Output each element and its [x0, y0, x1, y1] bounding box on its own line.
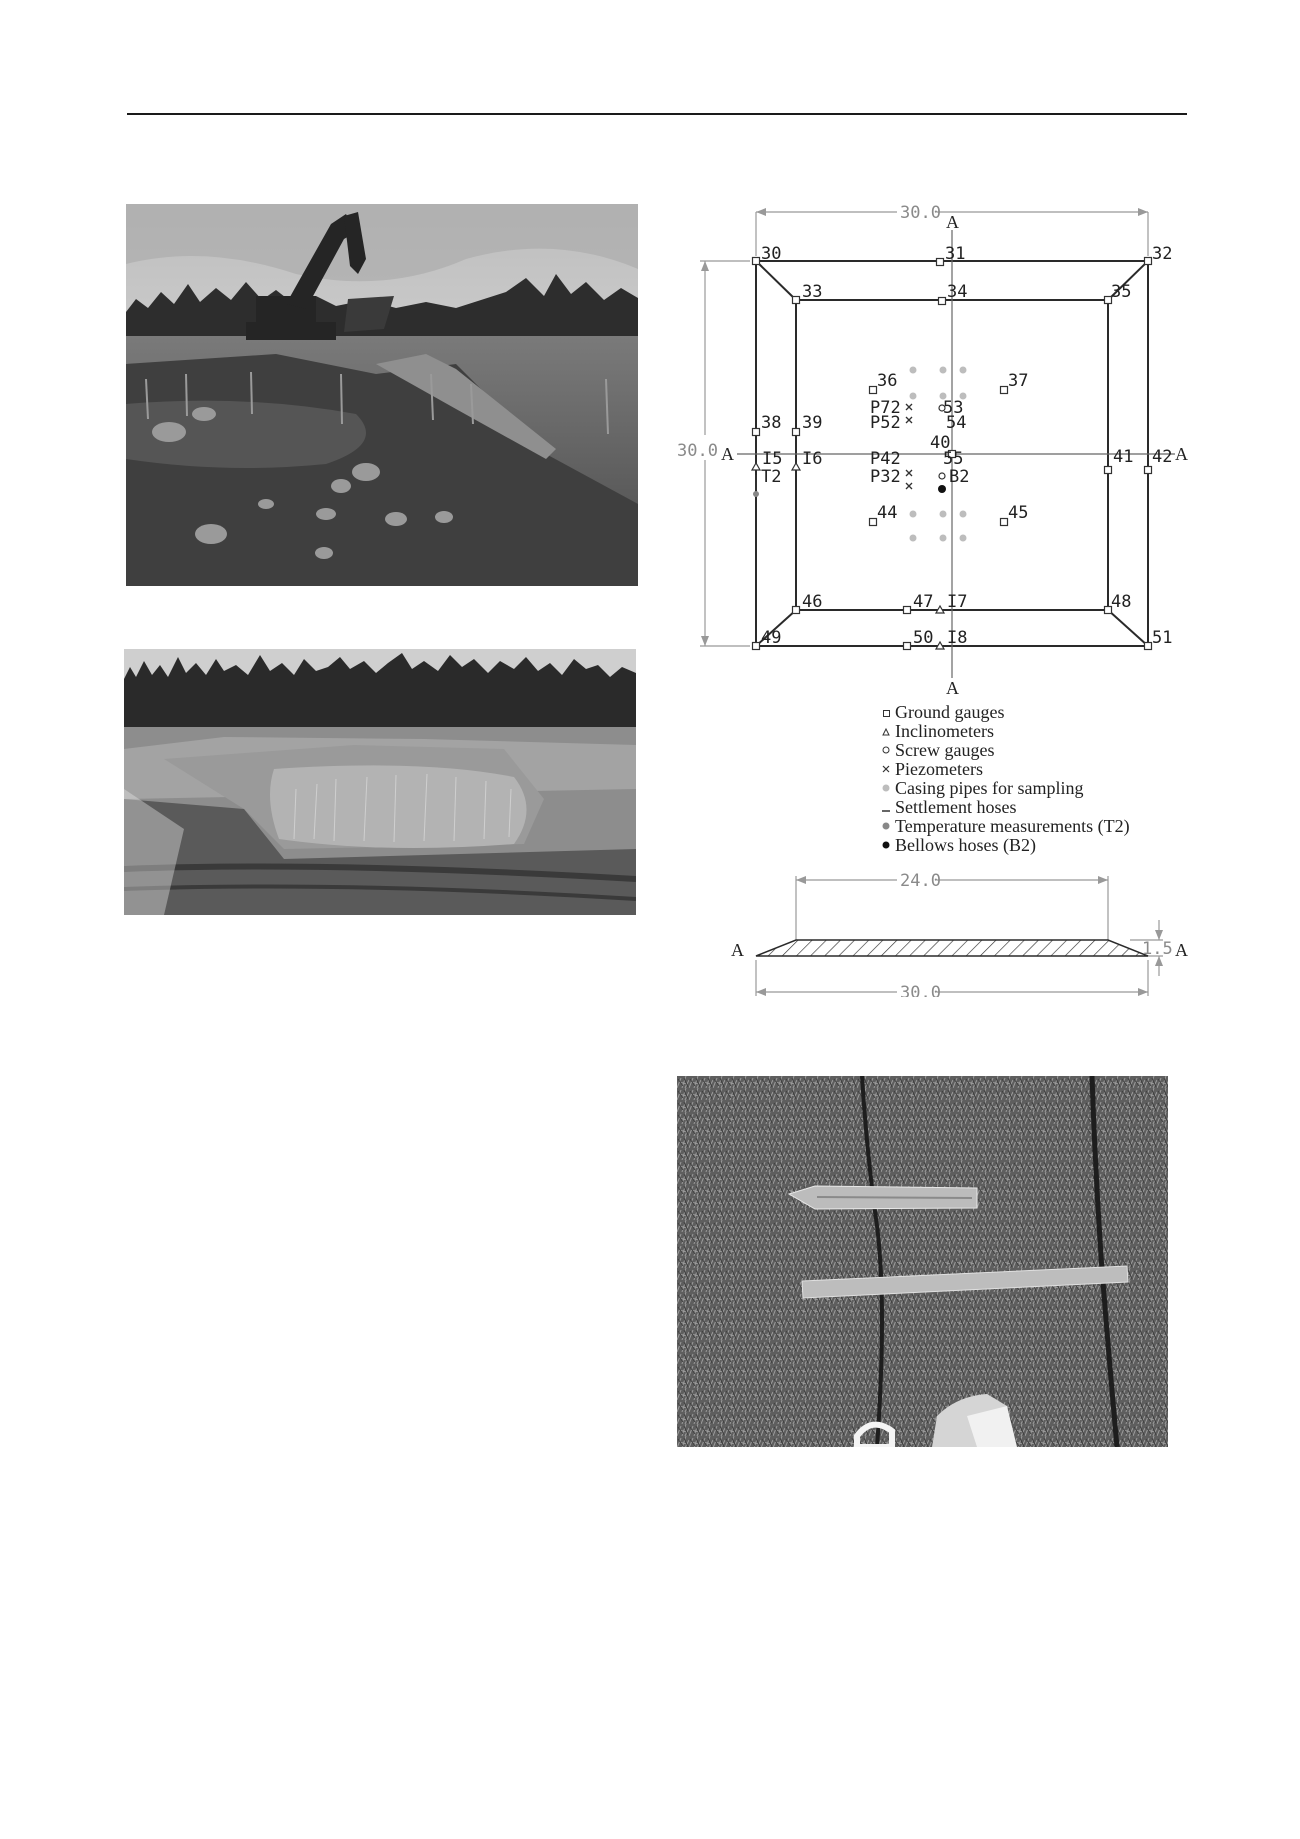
gauge-42-label: 42	[1152, 447, 1173, 467]
gauge-31-label: 31	[945, 244, 966, 264]
instrumentation-plan-diagram	[675, 200, 1189, 997]
legend-piezometers: Piezometers	[895, 759, 983, 779]
gauge-32-label: 32	[1152, 244, 1173, 264]
gauge-37-label: 37	[1008, 371, 1029, 391]
legend-screw-gauges: Screw gauges	[895, 740, 995, 760]
gauge-44-label: 44	[877, 503, 898, 523]
legend-inclinometers: Inclinometers	[895, 721, 994, 741]
section-a-left-cut: A	[731, 940, 744, 960]
section-width-top: 24.0	[900, 871, 941, 891]
diagram-legend	[882, 702, 1130, 856]
gauge-53-label: 53	[943, 398, 964, 418]
section-height-label: 1.5	[1142, 939, 1173, 959]
inclinometer-i8-label: I8	[947, 628, 968, 648]
inclinometer-i6-label: I6	[802, 449, 823, 469]
section-a-top: A	[946, 212, 959, 232]
gauge-46-label: 46	[802, 592, 823, 612]
gauge-39-label: 39	[802, 413, 823, 433]
gauge-40-label: 40	[930, 433, 951, 453]
gauge-30-label: 30	[761, 244, 782, 264]
piezometer-p52-label: P52	[870, 413, 901, 433]
inclinometer-i7-label: I7	[947, 592, 968, 612]
gauge-photo	[677, 1076, 1168, 1447]
gauge-36-label: 36	[877, 371, 898, 391]
section-width-bottom: 30.0	[900, 983, 941, 997]
temperature-t2-label: T2	[761, 467, 782, 487]
piezometer-p72-label: P72	[870, 398, 901, 418]
legend-temperature: Temperature measurements (T2)	[895, 816, 1130, 836]
gauge-47-label: 47	[913, 592, 934, 612]
header-rule	[127, 113, 1187, 115]
piezometer-p32-label: P32	[870, 467, 901, 487]
bellows-b2-label: B2	[949, 467, 970, 487]
section-a-right: A	[1175, 444, 1188, 464]
gauge-55-label: 55	[943, 449, 964, 469]
excavator-photo	[126, 204, 638, 586]
legend-ground-gauges: Ground gauges	[895, 702, 1005, 722]
gauge-48-label: 48	[1111, 592, 1132, 612]
embankment-photo	[124, 649, 636, 915]
section-a-left: A	[721, 444, 734, 464]
gauge-51-label: 51	[1152, 628, 1173, 648]
dim-left-label: 30.0	[677, 441, 718, 461]
gauge-34-label: 34	[947, 282, 968, 302]
gauge-50-label: 50	[913, 628, 934, 648]
inclinometer-i5-label: I5	[762, 449, 783, 469]
gauge-38-label: 38	[761, 413, 782, 433]
legend-settlement-hoses: Settlement hoses	[895, 797, 1017, 817]
legend-bellows-hoses: Bellows hoses (B2)	[895, 835, 1036, 855]
gauge-49-label: 49	[761, 628, 782, 648]
gauge-41-label: 41	[1113, 447, 1134, 467]
legend-casing-pipes: Casing pipes for sampling	[895, 778, 1084, 798]
gauge-35-label: 35	[1111, 282, 1132, 302]
section-a-bottom: A	[946, 678, 959, 698]
piezometer-p42-label: P42	[870, 449, 901, 469]
gauge-33-label: 33	[802, 282, 823, 302]
gauge-54-label: 54	[946, 413, 967, 433]
gauge-45-label: 45	[1008, 503, 1029, 523]
dim-top-label: 30.0	[900, 203, 941, 223]
section-a-right-cut: A	[1175, 940, 1188, 960]
